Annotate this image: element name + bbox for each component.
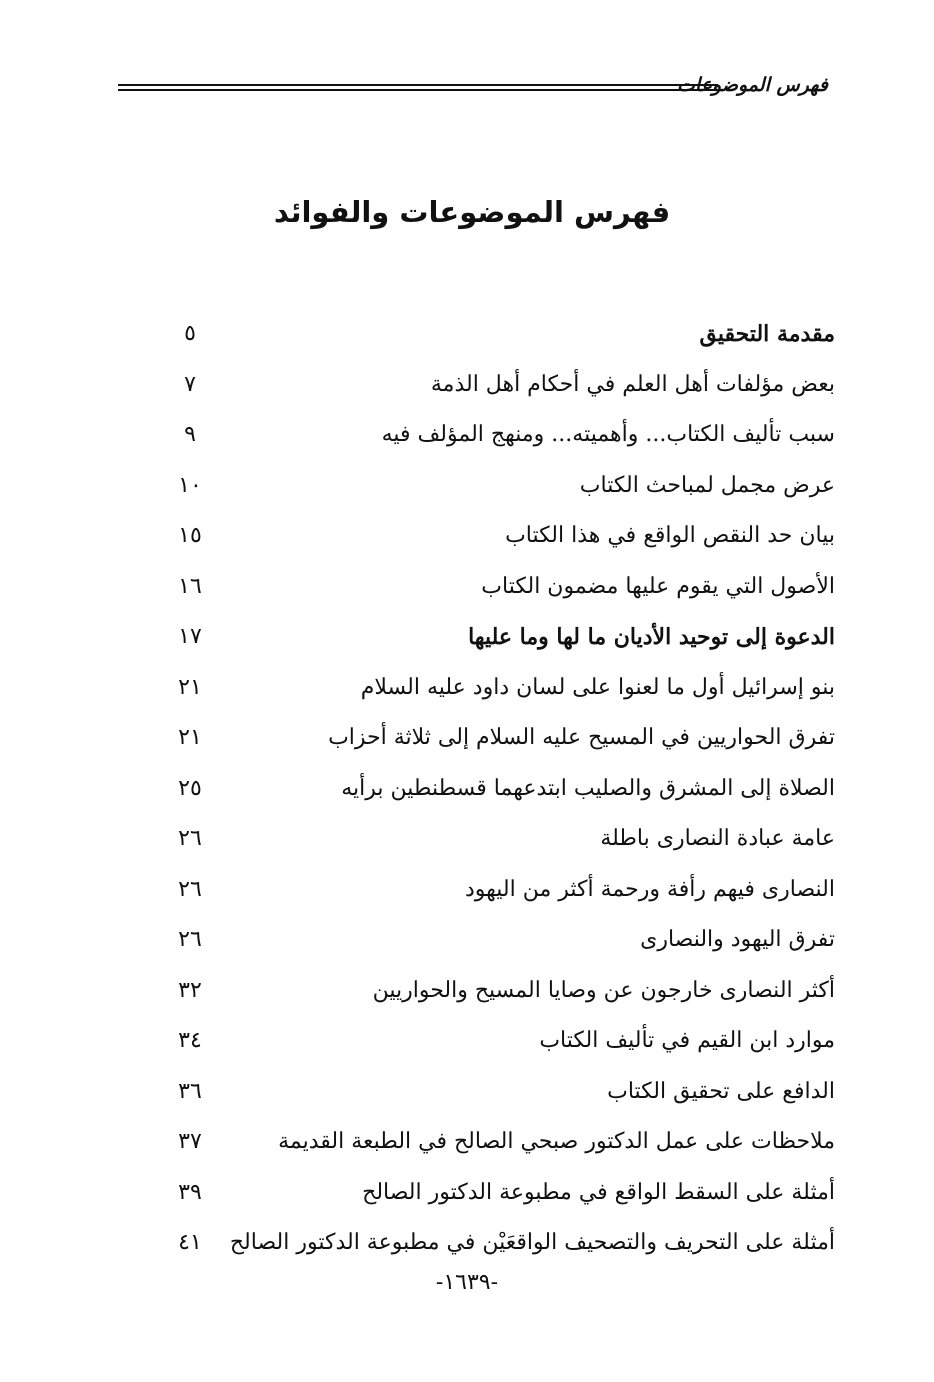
toc-entry[interactable]: [160, 915, 835, 966]
toc-entry[interactable]: [160, 966, 835, 1017]
toc-entry[interactable]: [160, 1218, 835, 1269]
toc-entry-page-number: ٣٦: [178, 1078, 202, 1104]
toc-entry[interactable]: [160, 663, 835, 714]
toc-entry-page-number: ٩: [184, 422, 196, 448]
toc-entry-page-number: ٣٤: [178, 1028, 202, 1054]
running-header-title: فهرس الموضوعات: [677, 74, 828, 96]
toc-entry-page-number: ١٧: [178, 624, 202, 650]
toc-entry-page-number: ٢٦: [178, 876, 202, 902]
toc-entry[interactable]: [160, 814, 835, 865]
toc-entry-page-number: ١٥: [178, 523, 202, 549]
toc-entry[interactable]: [160, 562, 835, 613]
toc-entry-label: أمثلة على التحريف والتصحيف الواقعَيْن في مطبوعة الدكتور الصالح: [229, 1230, 835, 1256]
toc-entry-page-number: ٢٦: [178, 927, 202, 953]
toc-entry-label: مقدمة التحقيق: [699, 321, 835, 348]
toc-entry-page-number: ٢١: [178, 674, 202, 700]
toc-entry[interactable]: [160, 713, 835, 764]
page-title: فهرس الموضوعات والفوائد: [273, 195, 671, 229]
running-header: [118, 74, 828, 104]
toc-entry-page-number: ١٦: [178, 573, 202, 599]
toc-entry-label: الأصول التي يقوم عليها مضمون الكتاب: [481, 573, 835, 599]
toc-entry[interactable]: [160, 410, 835, 461]
toc-entry[interactable]: [160, 1168, 835, 1219]
toc-entry-page-number: ٢٥: [178, 775, 202, 801]
toc-entry-label: عامة عبادة النصارى باطلة: [600, 826, 835, 852]
page-number: -١٦٣٩-: [435, 1270, 499, 1295]
toc-entry[interactable]: [160, 309, 835, 360]
toc-entry-label: ملاحظات على عمل الدكتور صبحي الصالح في الطبعة القديمة: [278, 1129, 835, 1155]
toc-entry-page-number: ٥: [184, 321, 196, 347]
header-double-rule: [118, 84, 718, 91]
toc-entry-page-number: ٢١: [178, 725, 202, 751]
toc-entry-label: موارد ابن القيم في تأليف الكتاب: [539, 1028, 835, 1054]
toc-entry[interactable]: [160, 865, 835, 916]
toc-entry-label: سبب تأليف الكتاب... وأهميته... ومنهج المؤلف فيه: [381, 422, 835, 448]
toc-entry[interactable]: [160, 1067, 835, 1118]
toc-entry-label: بيان حد النقص الواقع في هذا الكتاب: [505, 523, 835, 549]
toc-entry-label: عرض مجمل لمباحث الكتاب: [579, 472, 835, 498]
toc-entry-label: الدعوة إلى توحيد الأديان ما لها وما عليها: [468, 624, 835, 651]
toc-entry-label: أمثلة على السقط الواقع في مطبوعة الدكتور الصالح: [362, 1179, 835, 1205]
toc-entry-label: تفرق الحواريين في المسيح عليه السلام إلى ثلاثة أحزاب: [328, 725, 835, 751]
toc-entry[interactable]: [160, 461, 835, 512]
toc-entry-label: تفرق اليهود والنصارى: [640, 927, 835, 953]
toc-entry-label: أكثر النصارى خارجون عن وصايا المسيح والحواريين: [372, 977, 835, 1003]
toc-entry-page-number: ٣٩: [178, 1179, 202, 1205]
toc-entry-page-number: ١٠: [178, 472, 202, 498]
toc-entry-label: الدافع على تحقيق الكتاب: [607, 1078, 835, 1104]
toc-entry-page-number: ٣٢: [178, 977, 202, 1003]
toc-entry[interactable]: [160, 612, 835, 663]
toc-entry[interactable]: [160, 1117, 835, 1168]
toc-entry[interactable]: [160, 511, 835, 562]
toc-entry-label: النصارى فيهم رأفة ورحمة أكثر من اليهود: [464, 876, 835, 902]
toc-entry[interactable]: [160, 360, 835, 411]
toc-entry[interactable]: [160, 1016, 835, 1067]
toc-entry-label: الصلاة إلى المشرق والصليب ابتدعهما قسطنطين برأيه: [341, 775, 835, 801]
toc-entry-label: بعض مؤلفات أهل العلم في أحكام أهل الذمة: [430, 371, 835, 397]
toc-entry-page-number: ٣٧: [178, 1129, 202, 1155]
toc-entry-page-number: ٢٦: [178, 826, 202, 852]
toc-entry-page-number: ٤١: [178, 1230, 202, 1256]
toc-entry-page-number: ٧: [184, 371, 196, 397]
toc-entry-label: بنو إسرائيل أول ما لعنوا على لسان داود عليه السلام: [360, 674, 835, 700]
toc-entry[interactable]: [160, 764, 835, 815]
table-of-contents: [160, 309, 835, 1269]
